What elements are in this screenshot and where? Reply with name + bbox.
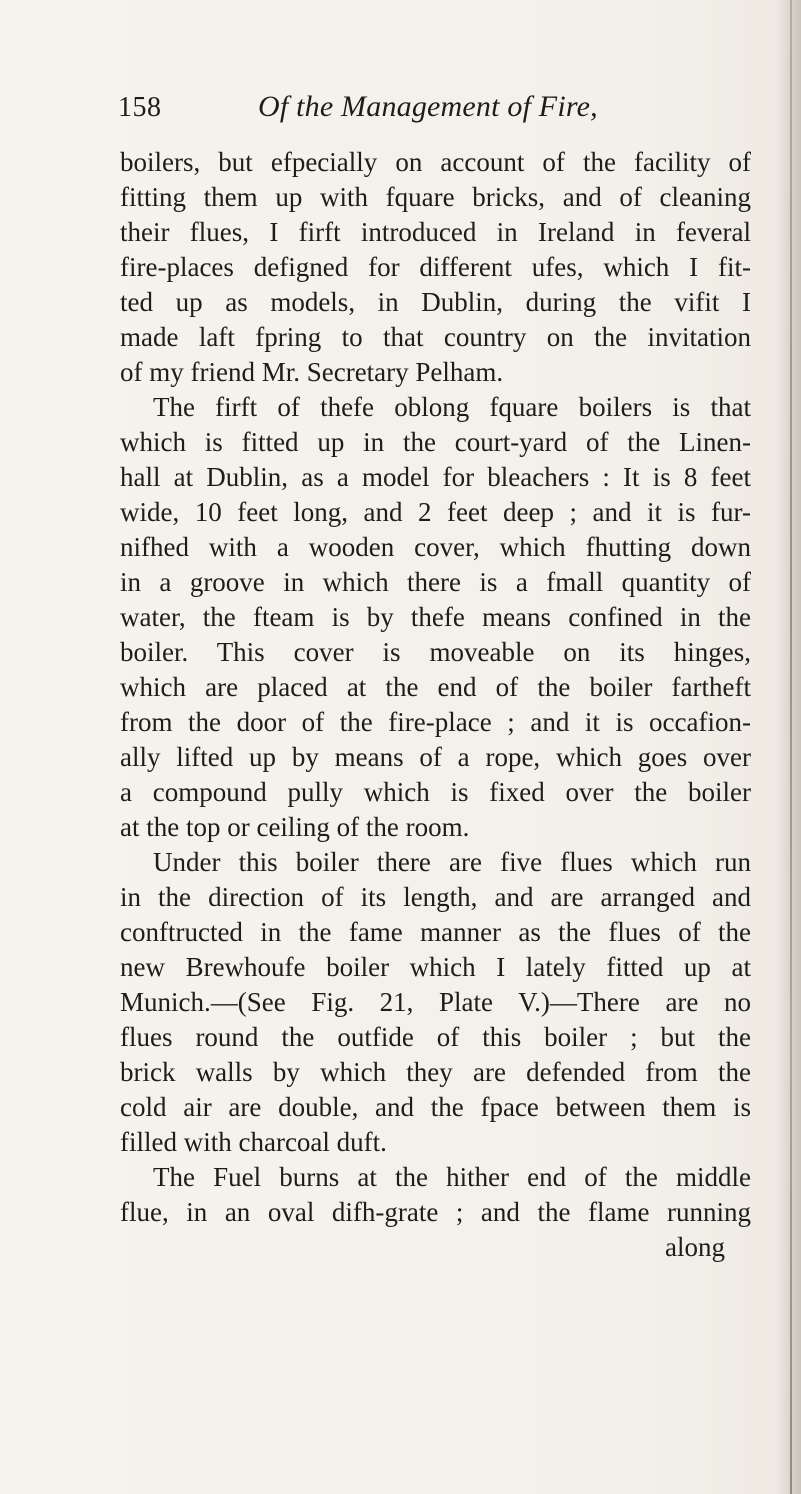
- text-line: conftructed in the fame manner as the flues of the: [120, 917, 751, 947]
- text-line: from the door of the fire-place ; and it is occafion-: [120, 707, 751, 737]
- text-line: brick walls by which they are defended from the: [120, 1057, 751, 1087]
- text-line: nifhed with a wooden cover, which fhutting down: [120, 532, 751, 562]
- text-line: boilers, but efpecially on account of the facility of: [120, 147, 751, 177]
- page-edge-shadow: [777, 0, 801, 1494]
- text-line: of my friend Mr. Secretary Pelham.: [120, 357, 504, 387]
- text-line: in a groove in which there is a fmall quantity of: [120, 567, 751, 597]
- text-line: fitting them up with fquare bricks, and of cleaning: [120, 182, 751, 212]
- text-line: Munich.—(See Fig. 21, Plate V.)—There are no: [120, 987, 751, 1017]
- text-line: their flues, I firft introduced in Ireland in feveral: [120, 217, 751, 247]
- text-line: water, the fteam is by thefe means confined in the: [120, 602, 751, 632]
- text-line: cold air are double, and the fpace between them is: [120, 1092, 751, 1122]
- text-line: The firft of thefe oblong fquare boilers is that: [153, 392, 751, 422]
- text-line: fire-places defigned for different ufes, which I fit-: [120, 252, 751, 282]
- body-text: [0, 145, 801, 1445]
- text-line: which are placed at the end of the boiler fartheft: [120, 672, 751, 702]
- text-line: in the direction of its length, and are arranged and: [120, 882, 751, 912]
- text-line: ted up as models, in Dublin, during the vifit I: [120, 287, 751, 317]
- text-line: which is fitted up in the court-yard of the Linen-: [120, 427, 751, 457]
- text-line: ally lifted up by means of a rope, which goes over: [120, 742, 751, 772]
- text-line: new Brewhoufe boiler which I lately fitted up at: [120, 952, 751, 982]
- catchword: along: [665, 1232, 725, 1262]
- text-line: filled with charcoal duft.: [120, 1127, 387, 1157]
- text-line: at the top or ceiling of the room.: [120, 812, 470, 842]
- text-line: flues round the outfide of this boiler ; but the: [120, 1022, 751, 1052]
- text-line: flue, in an oval difh-grate ; and the flame running: [120, 1197, 751, 1227]
- text-line: The Fuel burns at the hither end of the middle: [153, 1162, 751, 1192]
- text-line: made laft fpring to that country on the invitation: [120, 322, 751, 352]
- page-header: [118, 92, 738, 134]
- text-line: a compound pully which is fixed over the boiler: [120, 777, 751, 807]
- running-head: Of the Management of Fire,: [258, 90, 598, 123]
- text-line: boiler. This cover is moveable on its hinges,: [120, 637, 751, 667]
- page-number: 158: [118, 92, 162, 123]
- text-line: hall at Dublin, as a model for bleachers : It is 8 feet: [120, 462, 751, 492]
- text-line: wide, 10 feet long, and 2 feet deep ; and it is fur-: [120, 497, 751, 527]
- text-line: Under this boiler there are five flues which run: [153, 847, 751, 877]
